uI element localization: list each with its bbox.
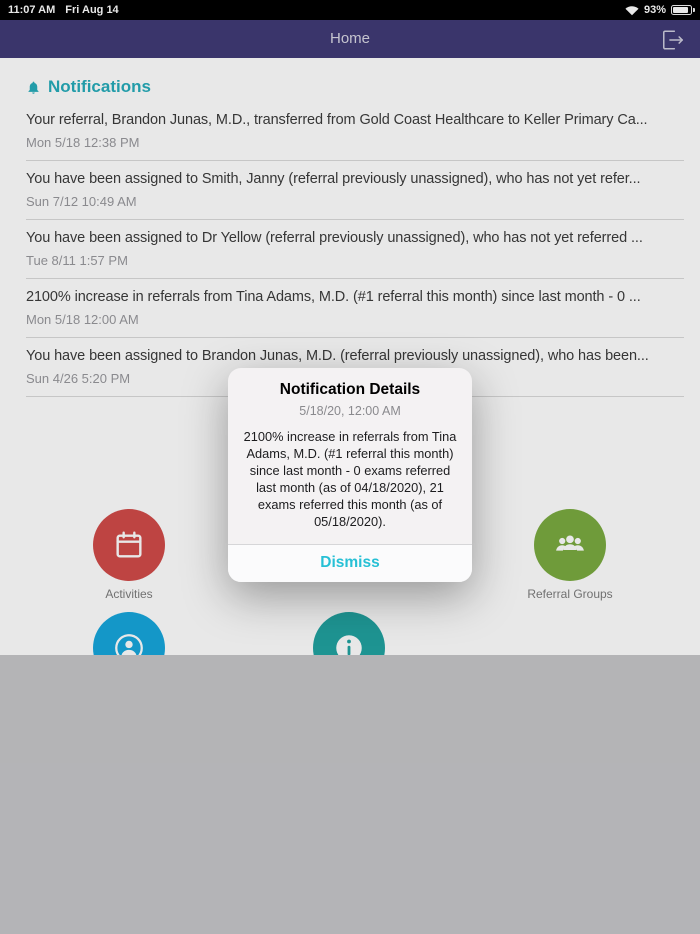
dismiss-button[interactable]: Dismiss — [228, 545, 472, 582]
dialog-content — [228, 368, 472, 544]
notification-time: Tue 8/11 1:57 PM — [26, 253, 128, 268]
battery-percent: 93% — [643, 4, 666, 16]
notification-time: Sun 7/12 10:49 AM — [26, 194, 137, 209]
notification-text: Your referral, Brandon Junas, M.D., transferred from Gold Coast Healthcare to Keller Primary Ca... — [26, 112, 648, 128]
notification-time: Sun 4/26 5:20 PM — [26, 371, 131, 386]
dialog-title: Notification Details — [279, 381, 421, 398]
activities-label: Activities — [105, 587, 153, 601]
notification-text: You have been assigned to Smith, Janny (referral previously unassigned), who has not yet refer... — [26, 171, 641, 187]
notification-details-dialog — [228, 368, 472, 582]
notification-time: Mon 5/18 12:00 AM — [26, 312, 139, 327]
notification-time: Mon 5/18 12:38 PM — [26, 135, 140, 150]
status-time: 11:07 AM — [8, 4, 56, 16]
notification-text: 2100% increase in referrals from Tina Adams, M.D. (#1 referral this month) since last month - 0 ... — [26, 289, 641, 305]
notifications-title: Notifications — [48, 77, 151, 96]
dialog-message: 2100% increase in referrals from Tina Adams, M.D. (#1 referral this month) since last month - 0 exams referred last month (as of 04/18/2020), 21 exams referred this month (as of 05/18/2020). — [243, 429, 457, 530]
page-title: Home — [329, 30, 370, 47]
status-date: Fri Aug 14 — [65, 4, 119, 16]
notification-text: You have been assigned to Dr Yellow (referral previously unassigned), who has not yet referred ... — [26, 230, 643, 246]
referral-groups-label: Referral Groups — [527, 587, 613, 601]
notification-text: You have been assigned to Brandon Junas, M.D. (referral previously unassigned), who has been... — [26, 348, 649, 364]
dialog-timestamp: 5/18/20, 12:00 AM — [299, 404, 401, 418]
